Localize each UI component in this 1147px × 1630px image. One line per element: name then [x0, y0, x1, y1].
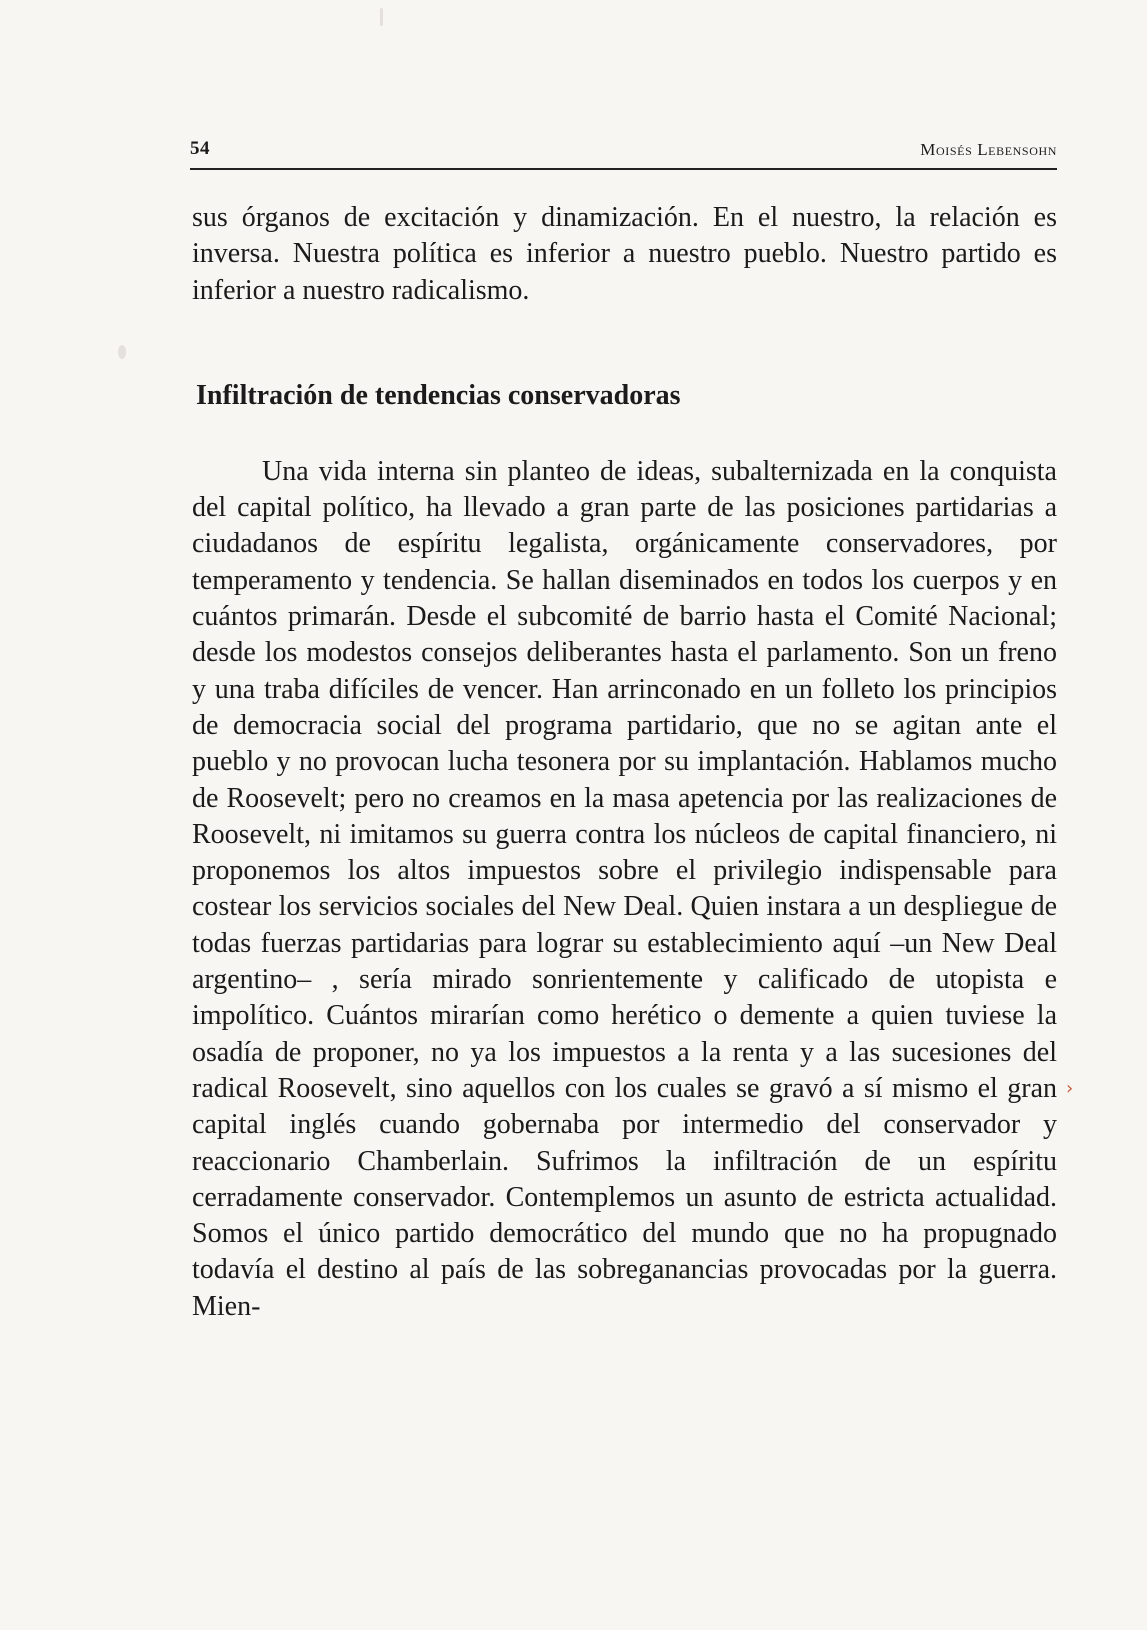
paper-smudge-top: [380, 8, 383, 26]
paper-smudge: [118, 345, 126, 359]
page-number: 54: [190, 138, 210, 159]
paragraph-continuation: sus órganos de excitación y dinamización. En el nuestro, la relación es inversa. Nuestra política es inferior a nuestro pueblo. Nuestro partido es inferior a nuestro radicalismo.: [192, 202, 1057, 306]
margin-annotation-mark: ›: [1066, 1078, 1074, 1099]
page-body: [192, 200, 1057, 1325]
section-heading: Infiltración de tendencias conservadoras: [196, 379, 681, 411]
running-head-author: Moisés Lebensohn: [920, 140, 1057, 159]
paragraph-main: Una vida interna sin planteo de ideas, subalternizada en la conquista del capital político, ha llevado a gran parte de las posiciones partidarias a ciudadanos de espíritu legalista, orgánicamente conservadores, por temperamento y tendencia. Se hallan diseminados en todos los cuerpos y en cuántos primarán. Desde el subcomité de barrio hasta el Comité Nacional; desde los modestos consejos deliberantes hasta el parlamento. Son un freno y una traba difíciles de vencer. Han arrinconado en un folleto los principios de democracia social del programa partidario, que no se agitan ante el pueblo y no provocan lucha tesonera por su implantación. Hablamos mucho de Roosevelt; pero no creamos en la masa apetencia por las realizaciones de Roosevelt, ni imitamos su guerra contra los núcleos de capital financiero, ni proponemos los altos impuestos sobre el privilegio indispensable para costear los servicios sociales del New Deal. Quien instara a un despliegue de todas fuerzas partidarias para lograr su establecimiento aquí –un New Deal argentino– , sería mirado sonrientemente y calificado de utopista e impolítico. Cuántos mirarían como herético o demente a quien tuviese la osadía de proponer, no ya los impuestos a la renta y a las sucesiones del radical Roosevelt, sino aquellos con los cuales se gravó a sí mismo el gran capital inglés cuando gobernaba por intermedio del conservador y reaccionario Chamberlain. Sufrimos la infiltración de un espíritu cerradamente conservador. Contemplemos un asunto de estricta actualidad. Somos el único partido democrático del mundo que no ha propugnado todavía el destino al país de las sobreganancias provocadas por la guerra. Mien-: [192, 455, 1057, 1322]
page-header: [190, 138, 1057, 170]
